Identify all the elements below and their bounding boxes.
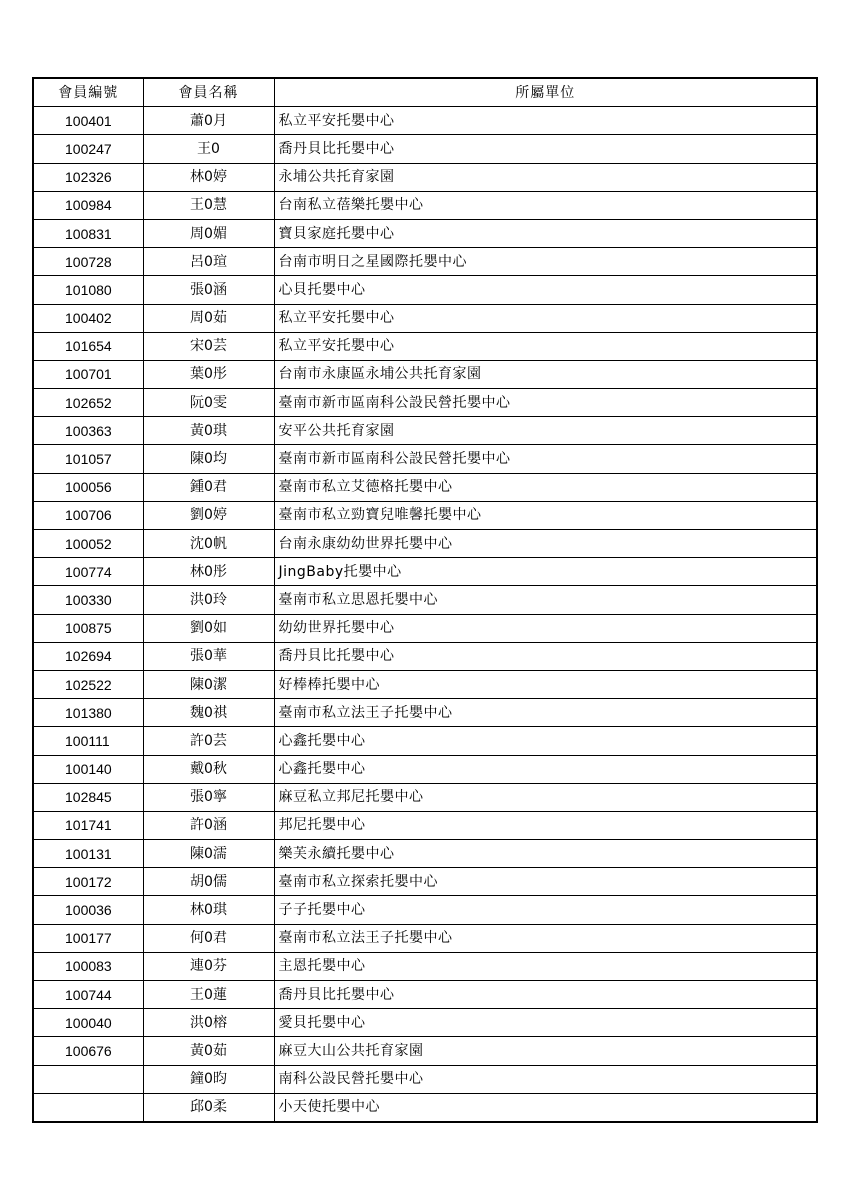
table-row [33, 163, 817, 191]
table-row [33, 332, 817, 360]
table-row [33, 360, 817, 388]
member-name-cell: 何0君 [143, 924, 274, 952]
member-id-cell: 100052 [33, 530, 143, 558]
table-row [33, 445, 817, 473]
affiliation-cell: 子子托嬰中心 [274, 896, 817, 924]
member-id-cell: 100330 [33, 586, 143, 614]
affiliation-cell: 喬丹貝比托嬰中心 [274, 981, 817, 1009]
table-row [33, 558, 817, 586]
table-row [33, 276, 817, 304]
member-id-cell: 100701 [33, 360, 143, 388]
member-name-cell: 許0涵 [143, 811, 274, 839]
member-name-cell: 阮0雯 [143, 389, 274, 417]
table-row [33, 473, 817, 501]
table-row [33, 924, 817, 952]
affiliation-cell: 台南私立蓓樂托嬰中心 [274, 191, 817, 219]
member-id-cell: 102522 [33, 670, 143, 698]
member-name-cell: 鍾0君 [143, 473, 274, 501]
member-id-cell: 101654 [33, 332, 143, 360]
member-id-cell: 100831 [33, 219, 143, 247]
affiliation-cell: 臺南市私立艾德格托嬰中心 [274, 473, 817, 501]
affiliation-cell: 私立平安托嬰中心 [274, 332, 817, 360]
member-id-cell: 100744 [33, 981, 143, 1009]
affiliation-cell: 愛貝托嬰中心 [274, 1009, 817, 1037]
affiliation-cell: 喬丹貝比托嬰中心 [274, 642, 817, 670]
member-name-cell: 張0涵 [143, 276, 274, 304]
affiliation-cell: 心貝托嬰中心 [274, 276, 817, 304]
member-id-cell: 102326 [33, 163, 143, 191]
member-id-cell: 102694 [33, 642, 143, 670]
affiliation-cell: 喬丹貝比托嬰中心 [274, 135, 817, 163]
table-row [33, 304, 817, 332]
affiliation-cell: 臺南市新市區南科公設民營托嬰中心 [274, 445, 817, 473]
member-name-cell: 陳0潔 [143, 670, 274, 698]
member-name-cell: 黃0琪 [143, 417, 274, 445]
member-id-cell: 100247 [33, 135, 143, 163]
table-row [33, 868, 817, 896]
table-row [33, 248, 817, 276]
affiliation-cell: 台南市明日之星國際托嬰中心 [274, 248, 817, 276]
affiliation-cell: 永埔公共托育家園 [274, 163, 817, 191]
member-id-cell: 100774 [33, 558, 143, 586]
member-name-cell: 劉0如 [143, 614, 274, 642]
member-name-cell: 洪0玲 [143, 586, 274, 614]
member-id-cell: 100083 [33, 952, 143, 980]
affiliation-cell: 麻豆大山公共托育家園 [274, 1037, 817, 1065]
member-name-cell: 邱0柔 [143, 1093, 274, 1122]
member-name-cell: 黃0茹 [143, 1037, 274, 1065]
member-id-cell: 100131 [33, 840, 143, 868]
affiliation-cell: 主恩托嬰中心 [274, 952, 817, 980]
member-name-cell: 洪0榕 [143, 1009, 274, 1037]
affiliation-cell: 私立平安托嬰中心 [274, 107, 817, 135]
member-id-cell: 100875 [33, 614, 143, 642]
affiliation-cell: 安平公共托育家園 [274, 417, 817, 445]
member-id-cell: 100401 [33, 107, 143, 135]
affiliation-cell: JingBaby托嬰中心 [274, 558, 817, 586]
table-row [33, 670, 817, 698]
affiliation-cell: 臺南市私立思恩托嬰中心 [274, 586, 817, 614]
affiliation-cell: 麻豆私立邦尼托嬰中心 [274, 783, 817, 811]
affiliation-cell: 幼幼世界托嬰中心 [274, 614, 817, 642]
member-id-cell: 100140 [33, 755, 143, 783]
member-id-cell: 100363 [33, 417, 143, 445]
affiliation-cell: 心鑫托嬰中心 [274, 755, 817, 783]
affiliation-cell: 臺南市私立勁寶兒唯馨托嬰中心 [274, 501, 817, 529]
member-name-cell: 許0芸 [143, 727, 274, 755]
member-name-cell: 連0芬 [143, 952, 274, 980]
member-name-cell: 鐘0昀 [143, 1065, 274, 1093]
affiliation-cell: 好棒棒托嬰中心 [274, 670, 817, 698]
affiliation-cell: 臺南市私立探索托嬰中心 [274, 868, 817, 896]
member-id-cell: 101380 [33, 699, 143, 727]
affiliation-cell: 台南永康幼幼世界托嬰中心 [274, 530, 817, 558]
table-row [33, 642, 817, 670]
affiliation-cell: 臺南市私立法王子托嬰中心 [274, 924, 817, 952]
table-row [33, 981, 817, 1009]
table-body [33, 107, 817, 1122]
member-id-cell: 100676 [33, 1037, 143, 1065]
member-id-cell: 102845 [33, 783, 143, 811]
table-row [33, 755, 817, 783]
member-name-cell: 張0寧 [143, 783, 274, 811]
affiliation-cell: 小天使托嬰中心 [274, 1093, 817, 1122]
member-name-cell: 戴0秋 [143, 755, 274, 783]
affiliation-cell: 南科公設民營托嬰中心 [274, 1065, 817, 1093]
affiliation-cell: 臺南市新市區南科公設民營托嬰中心 [274, 389, 817, 417]
member-name-cell: 沈0帆 [143, 530, 274, 558]
header-row [33, 78, 817, 107]
member-id-cell: 100111 [33, 727, 143, 755]
member-name-cell: 陳0濡 [143, 840, 274, 868]
member-id-cell: 100036 [33, 896, 143, 924]
member-id-cell [33, 1065, 143, 1093]
member-id-cell: 100984 [33, 191, 143, 219]
member-id-cell: 101057 [33, 445, 143, 473]
member-id-cell: 100706 [33, 501, 143, 529]
member-id-cell: 100040 [33, 1009, 143, 1037]
member-table [32, 77, 818, 1123]
table-row [33, 727, 817, 755]
affiliation-cell: 寶貝家庭托嬰中心 [274, 219, 817, 247]
member-id-cell: 100402 [33, 304, 143, 332]
member-name-cell: 葉0彤 [143, 360, 274, 388]
member-name-cell: 王0 [143, 135, 274, 163]
member-id-cell [33, 1093, 143, 1122]
member-id-cell: 100177 [33, 924, 143, 952]
table-row [33, 1093, 817, 1122]
member-id-cell: 102652 [33, 389, 143, 417]
header-member-id: 會員編號 [33, 78, 143, 107]
table-row [33, 699, 817, 727]
table-row [33, 1037, 817, 1065]
table-row [33, 896, 817, 924]
header-affiliation: 所屬單位 [274, 78, 817, 107]
member-name-cell: 胡0儒 [143, 868, 274, 896]
member-name-cell: 魏0祺 [143, 699, 274, 727]
table-row [33, 811, 817, 839]
affiliation-cell: 臺南市私立法王子托嬰中心 [274, 699, 817, 727]
member-name-cell: 蕭0月 [143, 107, 274, 135]
table-row [33, 530, 817, 558]
table-row [33, 614, 817, 642]
member-name-cell: 王0慧 [143, 191, 274, 219]
table-row [33, 840, 817, 868]
member-name-cell: 劉0婷 [143, 501, 274, 529]
header-member-name: 會員名稱 [143, 78, 274, 107]
member-name-cell: 林0婷 [143, 163, 274, 191]
affiliation-cell: 樂芙永續托嬰中心 [274, 840, 817, 868]
table-row [33, 107, 817, 135]
table-row [33, 135, 817, 163]
member-name-cell: 林0琪 [143, 896, 274, 924]
member-id-cell: 100056 [33, 473, 143, 501]
member-id-cell: 101080 [33, 276, 143, 304]
member-name-cell: 張0華 [143, 642, 274, 670]
member-id-cell: 101741 [33, 811, 143, 839]
table-row [33, 501, 817, 529]
table-row [33, 191, 817, 219]
table-row [33, 952, 817, 980]
table-row [33, 389, 817, 417]
member-name-cell: 林0彤 [143, 558, 274, 586]
table-row [33, 1009, 817, 1037]
member-name-cell: 王0蓮 [143, 981, 274, 1009]
member-name-cell: 陳0均 [143, 445, 274, 473]
affiliation-cell: 台南市永康區永埔公共托育家園 [274, 360, 817, 388]
table-row [33, 219, 817, 247]
affiliation-cell: 私立平安托嬰中心 [274, 304, 817, 332]
member-id-cell: 100728 [33, 248, 143, 276]
table-row [33, 1065, 817, 1093]
affiliation-cell: 心鑫托嬰中心 [274, 727, 817, 755]
table-header [33, 78, 817, 107]
table-row [33, 417, 817, 445]
member-id-cell: 100172 [33, 868, 143, 896]
member-name-cell: 周0茹 [143, 304, 274, 332]
member-name-cell: 呂0瑄 [143, 248, 274, 276]
member-name-cell: 周0媚 [143, 219, 274, 247]
table-row [33, 586, 817, 614]
table-row [33, 783, 817, 811]
affiliation-cell: 邦尼托嬰中心 [274, 811, 817, 839]
member-name-cell: 宋0芸 [143, 332, 274, 360]
